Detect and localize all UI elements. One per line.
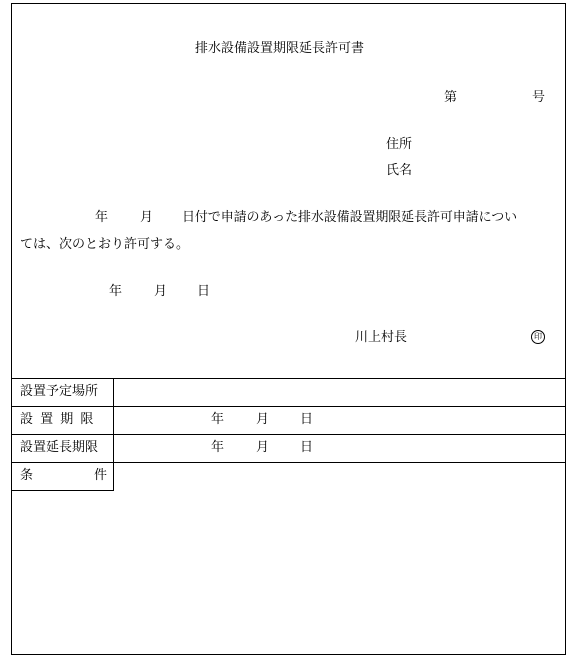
table-row-line	[12, 406, 565, 407]
row-2-month: 月	[256, 412, 270, 427]
table-row-line	[12, 434, 565, 435]
address-label: 住所	[386, 137, 413, 152]
row-label-extended-deadline: 設置延長期限	[20, 440, 99, 455]
table-column-divider	[113, 378, 114, 491]
number-dai: 第	[444, 90, 458, 105]
row-3-year: 年	[211, 440, 225, 455]
body-year: 年	[95, 210, 109, 225]
body-line-2: ては、次のとおり許可する。	[20, 237, 190, 252]
row-label-planned-location: 設置予定場所	[20, 384, 99, 399]
name-label: 氏名	[386, 163, 413, 178]
condition-cell-bottom-line	[12, 490, 114, 491]
condition-label-left: 条	[20, 468, 34, 483]
row-2-day: 日	[300, 412, 314, 427]
table-top-line	[12, 378, 565, 379]
issue-month: 月	[154, 284, 168, 299]
issue-year: 年	[109, 284, 123, 299]
table-row-line	[12, 462, 565, 463]
condition-label-right: 件	[94, 468, 108, 483]
body-line-1: 日付で申請のあった排水設備設置期限延長許可申請につい	[182, 210, 518, 225]
seal-mark: 印	[531, 330, 545, 344]
number-go: 号	[532, 90, 546, 105]
body-month: 月	[140, 210, 154, 225]
row-label-installation-deadline: 設 置 期 限	[20, 412, 95, 427]
document-frame	[11, 3, 566, 655]
row-3-month: 月	[256, 440, 270, 455]
issue-day: 日	[197, 284, 211, 299]
row-3-day: 日	[300, 440, 314, 455]
issuer-name: 川上村長	[355, 330, 408, 345]
row-2-year: 年	[211, 412, 225, 427]
document-title: 排水設備設置期限延長許可書	[195, 41, 365, 56]
